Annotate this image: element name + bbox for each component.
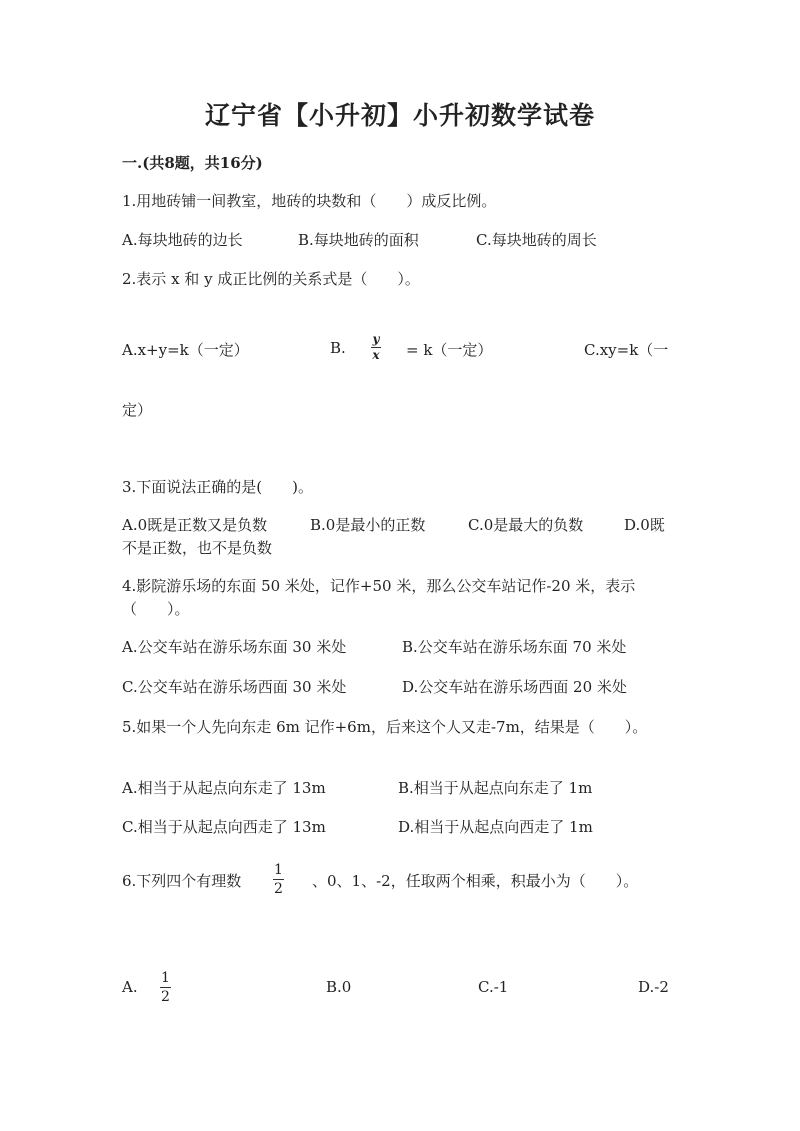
section-heading: 一.(共8题，共16分) [122,154,263,172]
question-5-option-d: D.相当于从起点向西走了 1m [398,818,593,836]
question-4-option-c: C.公交车站在游乐场西面 30 米处 [122,678,347,696]
question-2-option-c-line2: 定） [122,401,153,419]
question-6-stem-suffix: 、0、1、-2，任取两个相乘，积最小为（ ）。 [312,872,639,890]
page-title: 辽宁省【小升初】小升初数学试卷 [204,101,595,130]
question-3-option-c: C.0是最大的负数 [468,516,584,534]
question-5-option-b: B.相当于从起点向东走了 1m [398,779,593,797]
question-6-option-b: B.0 [326,978,352,996]
fraction-denominator: x [372,348,380,362]
question-3-option-d-line1: D.0既 [624,516,665,534]
question-2-stem: 2.表示 x 和 y 成正比例的关系式是（ ）。 [122,270,420,288]
question-6-option-a-label: A. [122,978,138,996]
fraction-numerator: 1 [161,970,170,986]
question-2-option-b-rest: = k（一定） [406,341,493,359]
question-5-stem: 5.如果一个人先向东走 6m 记作+6m，后来这个人又走-7m，结果是（ ）。 [122,718,648,736]
question-5-option-c: C.相当于从起点向西走了 13m [122,818,326,836]
question-2-option-b-label: B. [330,339,346,357]
question-4-option-a: A.公交车站在游乐场东面 30 米处 [122,638,347,656]
question-4-option-d: D.公交车站在游乐场西面 20 米处 [402,678,627,696]
question-3-option-b: B.0是最小的正数 [310,516,426,534]
question-6-stem-prefix: 6.下列四个有理数 [122,872,242,890]
question-3-stem: 3.下面说法正确的是( )。 [122,478,314,496]
question-2-option-c-line1: C.xy=k（一 [584,341,669,359]
question-1-option-a: A.每块地砖的边长 [122,231,243,249]
fraction-numerator: 1 [274,862,283,878]
fraction-bar [160,987,171,988]
question-4-stem-line1: 4.影院游乐场的东面 50 米处，记作+50 米，那么公交车站记作-20 米，表示 [122,577,636,595]
question-6-stem-fraction [273,862,284,897]
question-3-option-a: A.0既是正数又是负数 [122,516,268,534]
question-2-option-b-fraction [371,333,381,362]
question-1-stem: 1.用地砖铺一间教室，地砖的块数和（ ）成反比例。 [122,192,497,210]
question-3-option-d-line2: 不是正数，也不是负数 [122,539,273,557]
fraction-numerator: y [372,332,380,346]
fraction-denominator: 2 [274,881,283,897]
question-1-option-b: B.每块地砖的面积 [298,231,419,249]
question-6-option-d: D.-2 [638,978,669,996]
fraction-denominator: 2 [161,989,170,1005]
question-4-option-b: B.公交车站在游乐场东面 70 米处 [402,638,627,656]
question-6-option-c: C.-1 [478,978,509,996]
fraction-bar [273,879,284,880]
question-4-stem-line2: （ ）。 [122,600,190,618]
question-1-option-c: C.每块地砖的周长 [476,231,597,249]
question-5-option-a: A.相当于从起点向东走了 13m [122,779,326,797]
question-2-option-a: A.x+y=k（一定） [122,341,249,359]
question-6-option-a-fraction [160,970,171,1005]
